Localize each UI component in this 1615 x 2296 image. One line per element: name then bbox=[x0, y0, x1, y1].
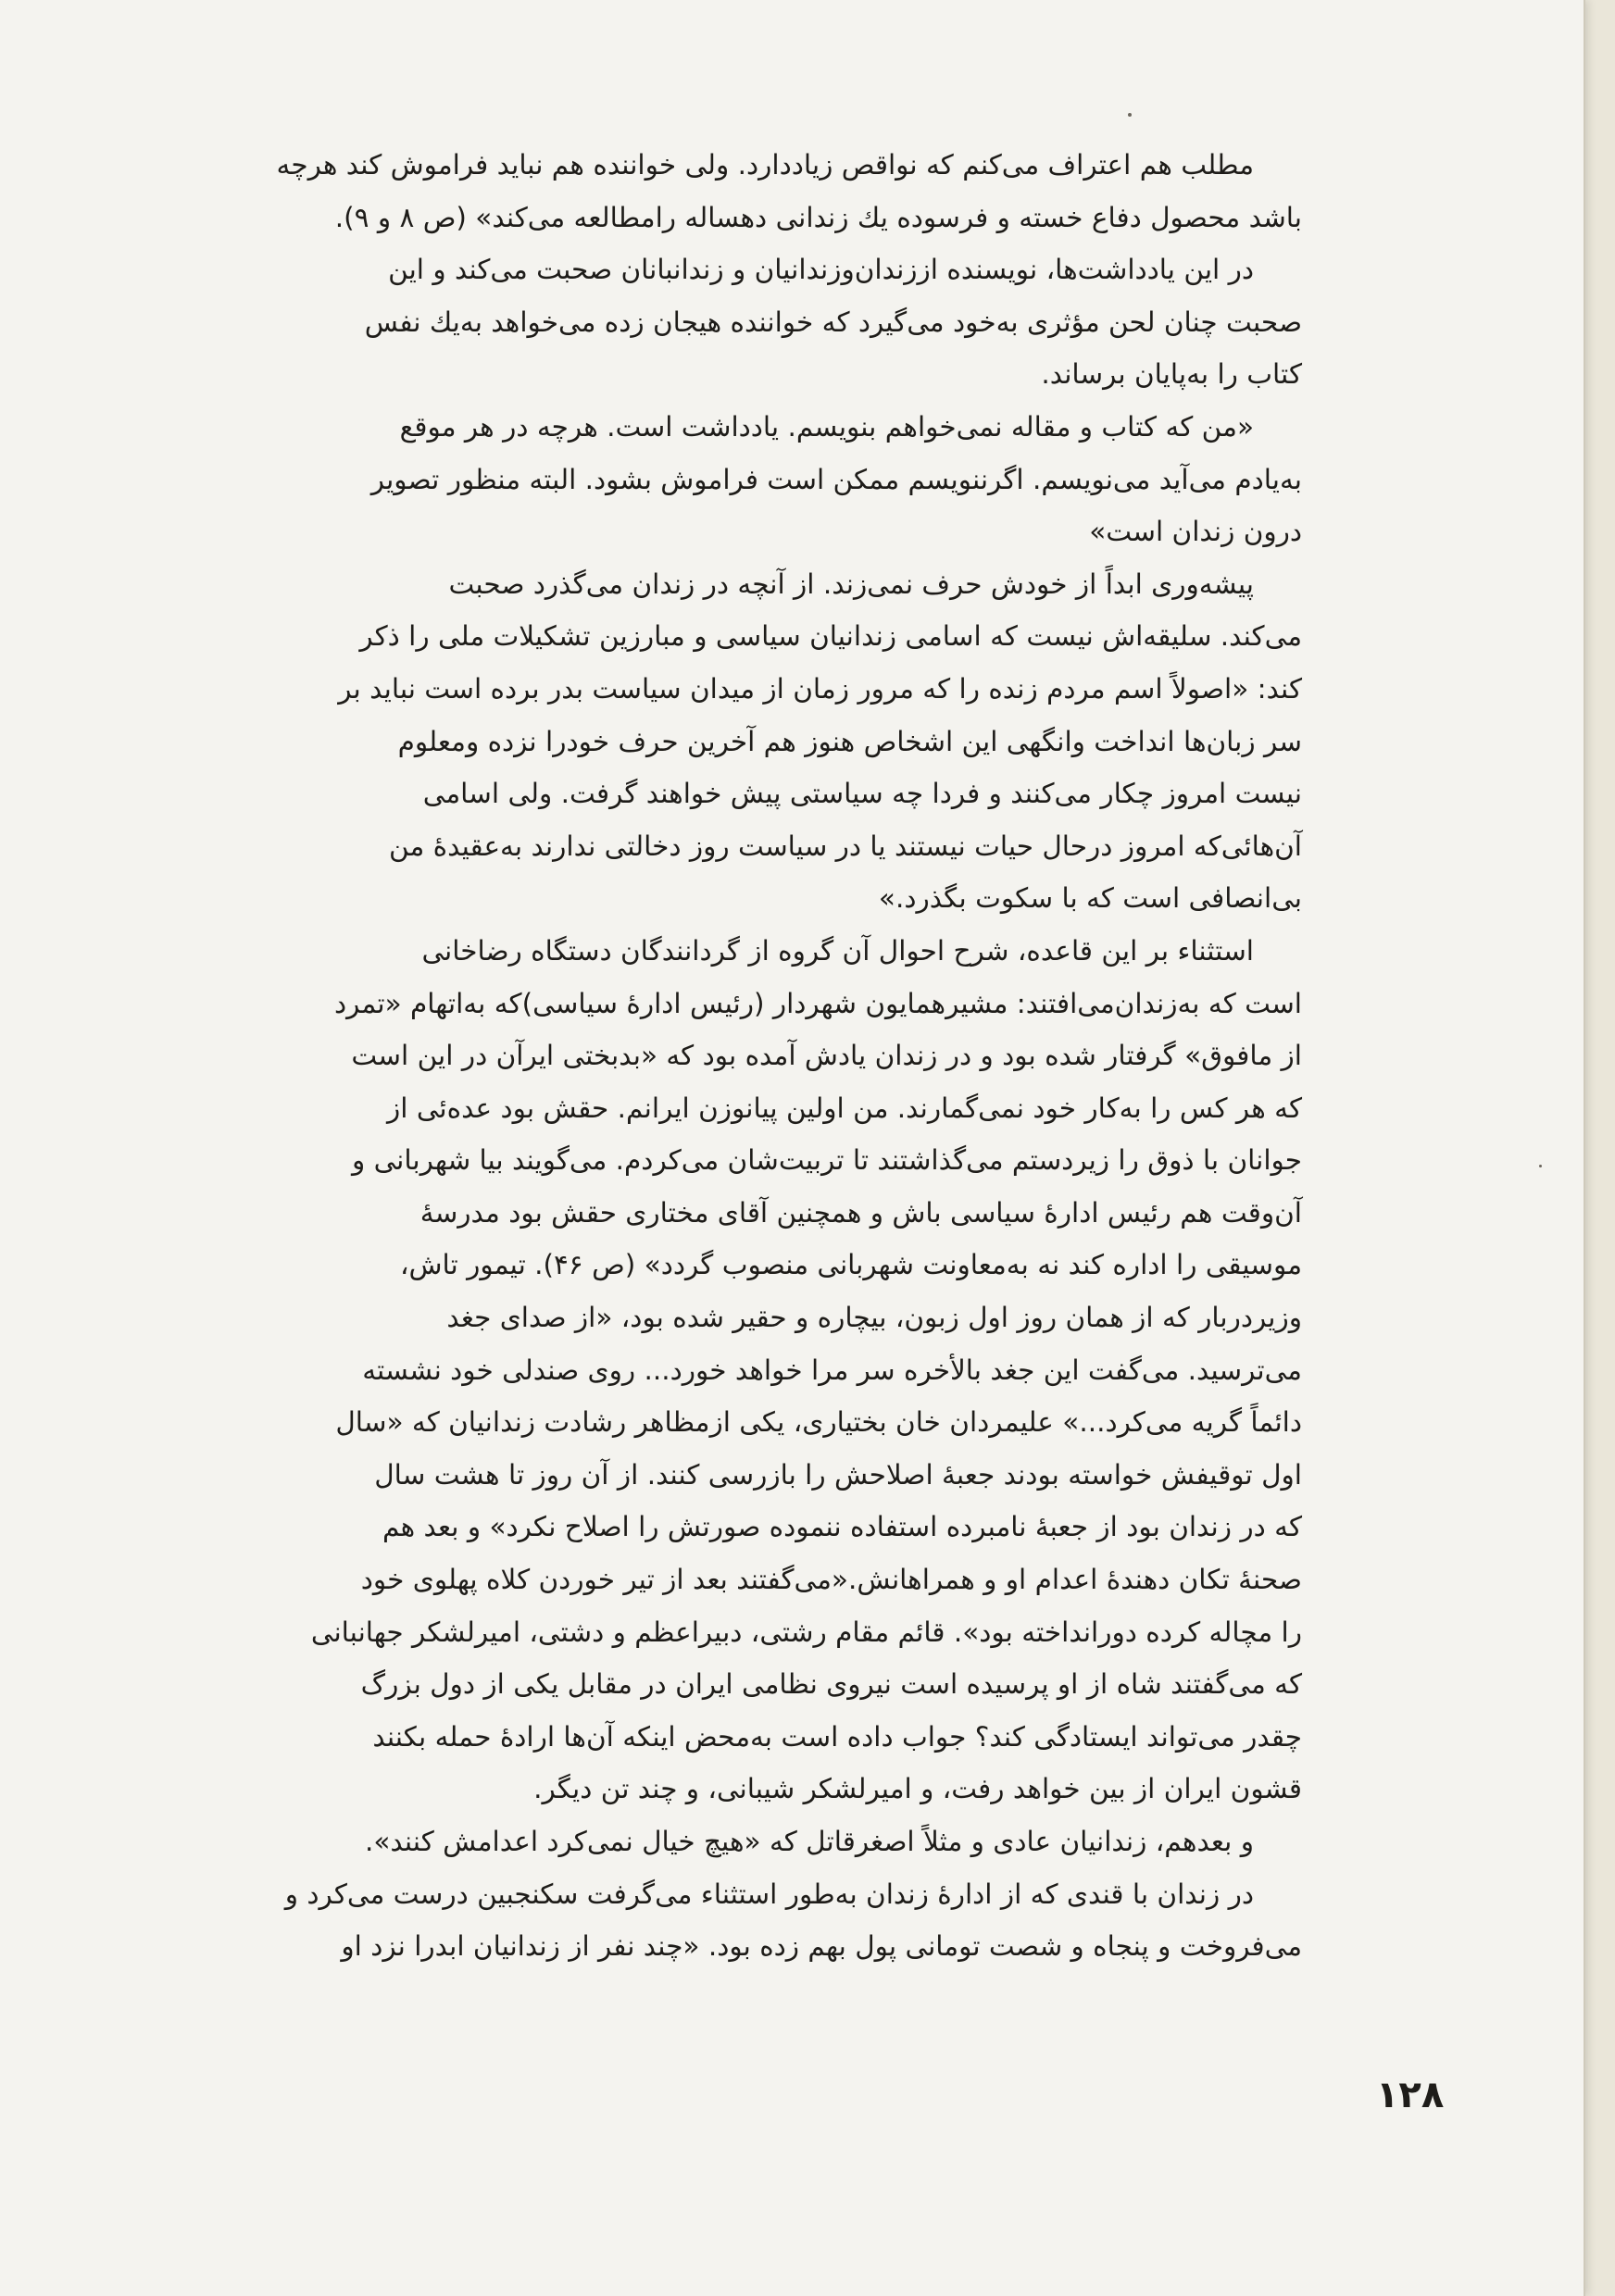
text-line: کند: «اصولاً اسم مردم زنده را که مرور زمان از میدان سیاست بدر برده است نباید بر bbox=[338, 672, 1302, 705]
text-line: وزیردربار که از همان روز اول زبون، بیچاره و حقیر شده بود، «از صدای جغد bbox=[446, 1302, 1302, 1334]
text-line: در زندان با قندی که از ادارهٔ زندان به‌طور استثناء می‌گرفت سکنجبین درست می‌کرد و bbox=[284, 1878, 1254, 1910]
text-line: می‌فروخت و پنجاه و شصت تومانی پول بهم زده بود. «چند نفر از زندانیان ابدرا نزد او bbox=[341, 1930, 1302, 1963]
text-line: مطلب هم اعتراف می‌کنم که نواقص زیاددارد. ولی خواننده هم نباید فراموش کند هرچه bbox=[276, 149, 1254, 181]
text-line: که می‌گفتند شاه از او پرسیده است نیروی نظامی ایران در مقابل یکی از دول بزرگ bbox=[360, 1668, 1302, 1701]
scan-speck bbox=[1539, 1165, 1542, 1167]
paragraph bbox=[211, 401, 1302, 558]
text-line: در این یادداشت‌ها، نویسنده اززندان‌وزندانیان و زندانبانان صحبت می‌کند و این bbox=[388, 254, 1254, 286]
text-line: موسیقی را اداره کند نه به‌معاونت شهربانی منصوب گردد» (ص ۴۶). تیمور تاش، bbox=[400, 1249, 1302, 1281]
text-line: اول توقیفش خواسته بودند جعبهٔ اصلاحش را بازرسی کنند. از آن روز تا هشت سال bbox=[374, 1458, 1302, 1491]
text-line: قشون ایران از بین خواهد رفت، و امیرلشکر شیبانی، و چند تن دیگر. bbox=[533, 1773, 1302, 1805]
text-line: درون زندان است» bbox=[1089, 516, 1302, 548]
text-line: باشد محصول دفاع خسته و فرسوده یك زندانی دهساله رامطالعه می‌کند» (ص ۸ و ۹). bbox=[334, 201, 1302, 233]
text-line: سر زبان‌ها انداخت وانگهی این اشخاص هنوز هم آخرین حرف خودرا نزده ومعلوم bbox=[397, 725, 1302, 757]
paragraph bbox=[211, 1816, 1302, 1868]
text-line: از مافوق» گرفتار شده بود و در زندان یادش آمده بود که «بدبختی ایرآن در این است bbox=[351, 1040, 1302, 1072]
paragraph bbox=[211, 925, 1302, 1816]
text-line: که هر کس را به‌کار خود نمی‌گمارند. من اولین پیانوزن ایرانم. حقش بود عده‌ئی از bbox=[387, 1092, 1302, 1124]
text-line: پیشه‌وری ابداً از خودش حرف نمی‌زند. از آنچه در زندان می‌گذرد صحبت bbox=[448, 568, 1254, 600]
paragraph bbox=[211, 558, 1302, 925]
text-line: نیست امروز چکار می‌کنند و فردا چه سیاستی پیش خواهند گرفت. ولی اسامی bbox=[422, 778, 1302, 810]
text-line: آن‌وقت هم رئیس ادارهٔ سیاسی باش و همچنین آقای مختاری حقش بود مدرسهٔ bbox=[419, 1196, 1302, 1229]
text-line: صحبت چنان لحن مؤثری به‌خود می‌گیرد که خواننده هیجان زده می‌خواهد به‌یك نفس bbox=[364, 306, 1302, 338]
text-line: صحنهٔ تکان دهندهٔ اعدام او و همراهانش.«می‌گفتند بعد از تیر خوردن کلاه پهلوی خود bbox=[360, 1564, 1302, 1596]
text-line: جوانان با ذوق را زیردستم می‌گذاشتند تا تربیت‌شان می‌کردم. می‌گویند بیا شهربانی و bbox=[351, 1144, 1302, 1177]
page-edge bbox=[1584, 0, 1585, 2296]
text-line: دائماً گریه می‌کرد...» علیمردان خان بختیاری، یکی ازمظاهر رشادت زندانیان که «سال bbox=[335, 1406, 1302, 1439]
text-line: به‌یادم می‌آید می‌نویسم. اگرننویسم ممکن است فراموش بشود. البته منظور تصویر bbox=[370, 463, 1302, 495]
text-line: آن‌هائی‌که امروز درحال حیات نیستند یا در سیاست روز دخالتی ندارند به‌عقیدهٔ من bbox=[389, 830, 1302, 862]
text-line: چقدر می‌تواند ایستادگی کند؟ جواب داده است به‌محض اینکه آن‌ها ارادهٔ حمله بکنند bbox=[372, 1720, 1302, 1753]
text-line: که در زندان بود از جعبهٔ نامبرده استفاده ننموده صورتش را اصلاح نکرد» و بعد هم bbox=[382, 1511, 1302, 1543]
text-line: کتاب را به‌پایان برساند. bbox=[1041, 358, 1302, 391]
body-text bbox=[211, 139, 1302, 1973]
text-line: و بعدهم، زندانیان عادی و مثلاً اصغرقاتل که «هیچ خیال نمی‌کرد اعدامش کنند». bbox=[364, 1826, 1254, 1857]
text-line: را مچاله کرده دورانداخته بود». قائم مقام رشتی، دبیراعظم و دشتی، امیرلشکر جهانبانی bbox=[310, 1616, 1302, 1648]
paragraph bbox=[211, 243, 1302, 401]
text-line: بی‌انصافی است که با سکوت بگذرد.» bbox=[878, 882, 1302, 915]
paragraph bbox=[211, 1868, 1302, 1973]
text-line: می‌ترسید. می‌گفت این جغد بالأخره سر مرا خواهد خورد... روی صندلی خود نشسته bbox=[362, 1354, 1302, 1386]
text-line: است که به‌زندان‌می‌افتند: مشیرهمایون شهردار (رئیس ادارهٔ سیاسی)که به‌اتهام «تمرد bbox=[333, 987, 1302, 1019]
page-number: ۱۲۸ bbox=[1376, 2074, 1445, 2116]
text-line: استثناء بر این قاعده، شرح احوال آن گروه از گردانندگان دستگاه رضاخانی bbox=[421, 934, 1254, 967]
text-line: می‌کند. سلیقه‌اش نیست که اسامی زندانیان سیاسی و مبارزین تشکیلات ملی را ذکر bbox=[359, 620, 1302, 653]
scan-speck bbox=[1128, 113, 1132, 117]
text-line: «من که کتاب و مقاله نمی‌خواهم بنویسم. یادداشت است. هرچه در هر موقع bbox=[399, 410, 1254, 443]
paragraph bbox=[211, 139, 1302, 243]
